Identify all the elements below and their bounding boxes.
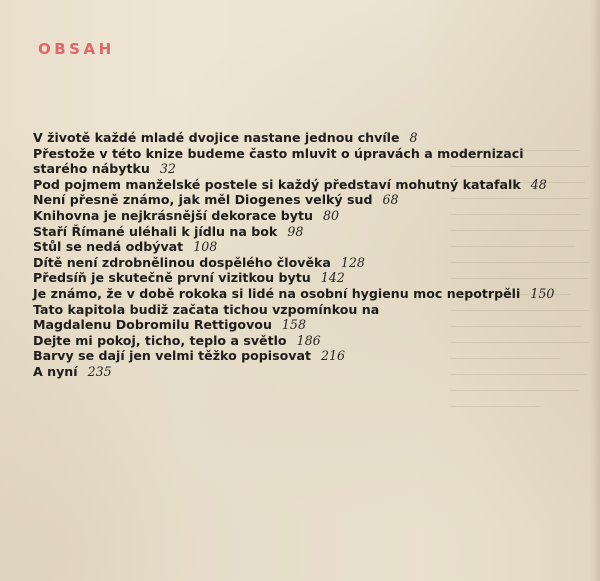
toc-entry-text: Staří Římané uléhali k jídlu na bok (33, 223, 278, 239)
toc-entry[interactable] (33, 239, 573, 255)
toc-entry-page: 150 (530, 285, 555, 301)
toc-entry[interactable] (33, 364, 573, 380)
toc-entry-page: 128 (340, 254, 365, 270)
toc-entry-page: 48 (530, 176, 547, 192)
page-gutter-shadow (590, 0, 600, 581)
toc-entry-page: 108 (193, 239, 218, 255)
toc-entry-text: Stůl se nedá odbývat (33, 239, 184, 255)
toc-entry-text: Není přesně známo, jak měl Diogenes velký sud (33, 192, 373, 208)
toc-entry-page: 80 (322, 207, 339, 223)
toc-entry[interactable] (33, 208, 573, 224)
toc-entry-page: 216 (321, 348, 346, 364)
toc-entry[interactable] (33, 130, 573, 146)
toc-entry[interactable] (33, 270, 573, 286)
toc-entry[interactable] (33, 255, 573, 271)
toc-entry-text: Přestože v této knize budeme často mluvit o úpravách a modernizaci starého nábytku (33, 145, 524, 177)
toc-entry[interactable] (33, 333, 573, 349)
toc-entry-page: 142 (320, 270, 345, 286)
toc-entry[interactable] (33, 146, 573, 177)
table-of-contents (33, 130, 573, 380)
toc-entry-text: V životě každé mladé dvojice nastane jednou chvíle (33, 130, 400, 145)
toc-entry[interactable] (33, 302, 453, 333)
toc-entry-text: Knihovna je nejkrásnější dekorace bytu (33, 207, 313, 223)
toc-entry-text: Je známo, že v době rokoka si lidé na osobní hygienu moc nepotrpěli (33, 285, 521, 301)
toc-entry-text: Tato kapitola budiž začata tichou vzpomínkou na Magdalenu Dobromilu Rettigovou (33, 301, 380, 333)
toc-entry-page: 8 (409, 130, 418, 145)
page-title: OBSAH (38, 40, 115, 58)
toc-entry[interactable] (33, 348, 573, 364)
toc-entry-text: A nyní (33, 363, 78, 379)
toc-entry-text: Barvy se dají jen velmi těžko popisovat (33, 348, 312, 364)
toc-entry-page: 68 (382, 192, 399, 208)
toc-entry-page: 158 (281, 317, 306, 333)
toc-entry-text: Předsíň je skutečně první vizitkou bytu (33, 270, 311, 286)
toc-entry[interactable] (33, 192, 573, 208)
toc-entry[interactable] (33, 224, 573, 240)
toc-entry-page: 186 (296, 332, 321, 348)
toc-entry-text: Dejte mi pokoj, ticho, teplo a světlo (33, 332, 287, 348)
toc-entry-text: Dítě není zdrobnělinou dospělého člověka (33, 254, 331, 270)
toc-entry-page: 235 (87, 363, 112, 379)
toc-entry[interactable] (33, 177, 573, 193)
toc-entry-page: 98 (287, 223, 304, 239)
toc-entry-page: 32 (159, 161, 176, 177)
toc-entry[interactable] (33, 286, 573, 302)
toc-entry-text: Pod pojmem manželské postele si každý představí mohutný katafalk (33, 176, 521, 192)
